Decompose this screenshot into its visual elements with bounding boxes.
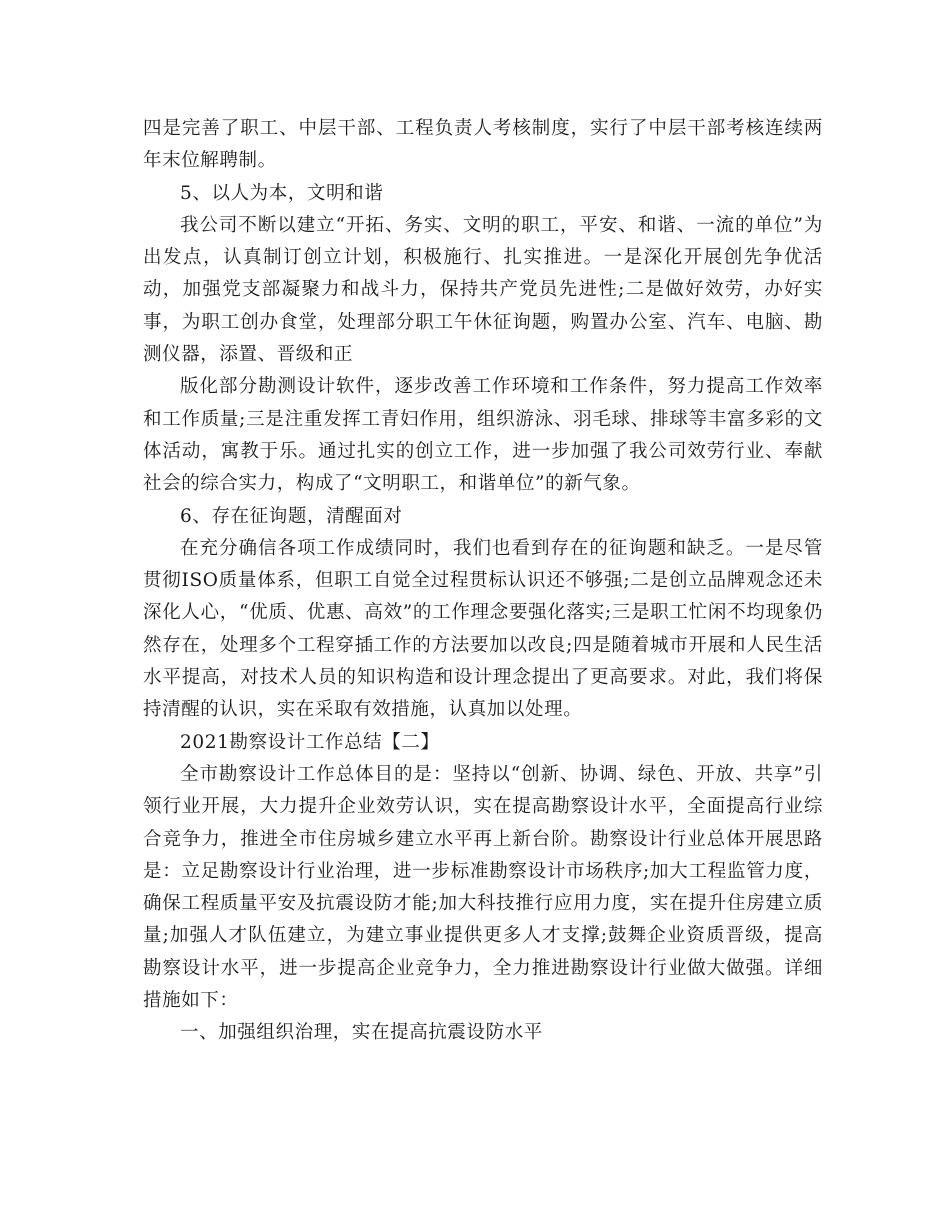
paragraph: 我公司不断以建立“开拓、务实、文明的职工，平安、和谐、一流的单位”为出发点，认真制订创立计划，积极施行、扎实推进。一是深化开展创先争优活动，加强党支部凝聚力和战斗力，保持共产党员先进性;二是做好效劳，办好实事，为职工创办食堂，处理部分职工午休征询题，购置办公室、汽车、电脑、勘测仪器，添置、晋级和正 bbox=[143, 214, 823, 366]
document-body bbox=[143, 113, 823, 1050]
paragraph: 版化部分勘测设计软件，逐步改善工作环境和工作条件，努力提高工作效率和工作质量;三是注重发挥工青妇作用，组织游泳、羽毛球、排球等丰富多彩的文体活动，寓教于乐。通过扎实的创立工作，进一步加强了我公司效劳行业、奉献社会的综合实力，构成了“文明职工，和谐单位”的新气象。 bbox=[143, 376, 823, 495]
paragraph: 在充分确信各项工作成绩同时，我们也看到存在的征询题和缺乏。一是尽管贯彻ISO质量体系，但职工自觉全过程贯标认识还不够强;二是创立品牌观念还未深化人心，“优质、优惠、高效”的工作理念要强化落实;三是职工忙闲不均现象仍然存在，处理多个工程穿插工作的方法要加以改良;四是随着城市开展和人民生活水平提高，对技术人员的知识构造和设计理念提出了更高要求。对此，我们将保持清醒的认识，实在采取有效措施，认真加以处理。 bbox=[143, 537, 823, 721]
document-subtitle: 2021勘察设计工作总结【二】 bbox=[180, 731, 440, 753]
section-heading: 5、以人为本，文明和谐 bbox=[180, 182, 384, 204]
section-heading: 一、加强组织治理，实在提高抗震设防水平 bbox=[180, 1022, 543, 1044]
paragraph: 全市勘察设计工作总体目的是：坚持以“创新、协调、绿色、开放、共享”引领行业开展，大力提升企业效劳认识，实在提高勘察设计水平，全面提高行业综合竞争力，推进全市住房城乡建立水平再上新台阶。勘察设计行业总体开展思路是：立足勘察设计行业治理，进一步标准勘察设计市场秩序;加大工程监管力度，确保工程质量平安及抗震设防才能;加大科技推行应用力度，实在提升住房建立质量;加强人才队伍建立，为建立事业提供更多人才支撑;鼓舞企业资质晋级，提高勘察设计水平，进一步提高企业竞争力，全力推进勘察设计行业做大做强。详细措施如下： bbox=[143, 763, 823, 1012]
section-heading: 6、存在征询题，清醒面对 bbox=[180, 505, 403, 527]
paragraph: 四是完善了职工、中层干部、工程负责人考核制度，实行了中层干部考核连续两年末位解聘制。 bbox=[143, 118, 823, 172]
